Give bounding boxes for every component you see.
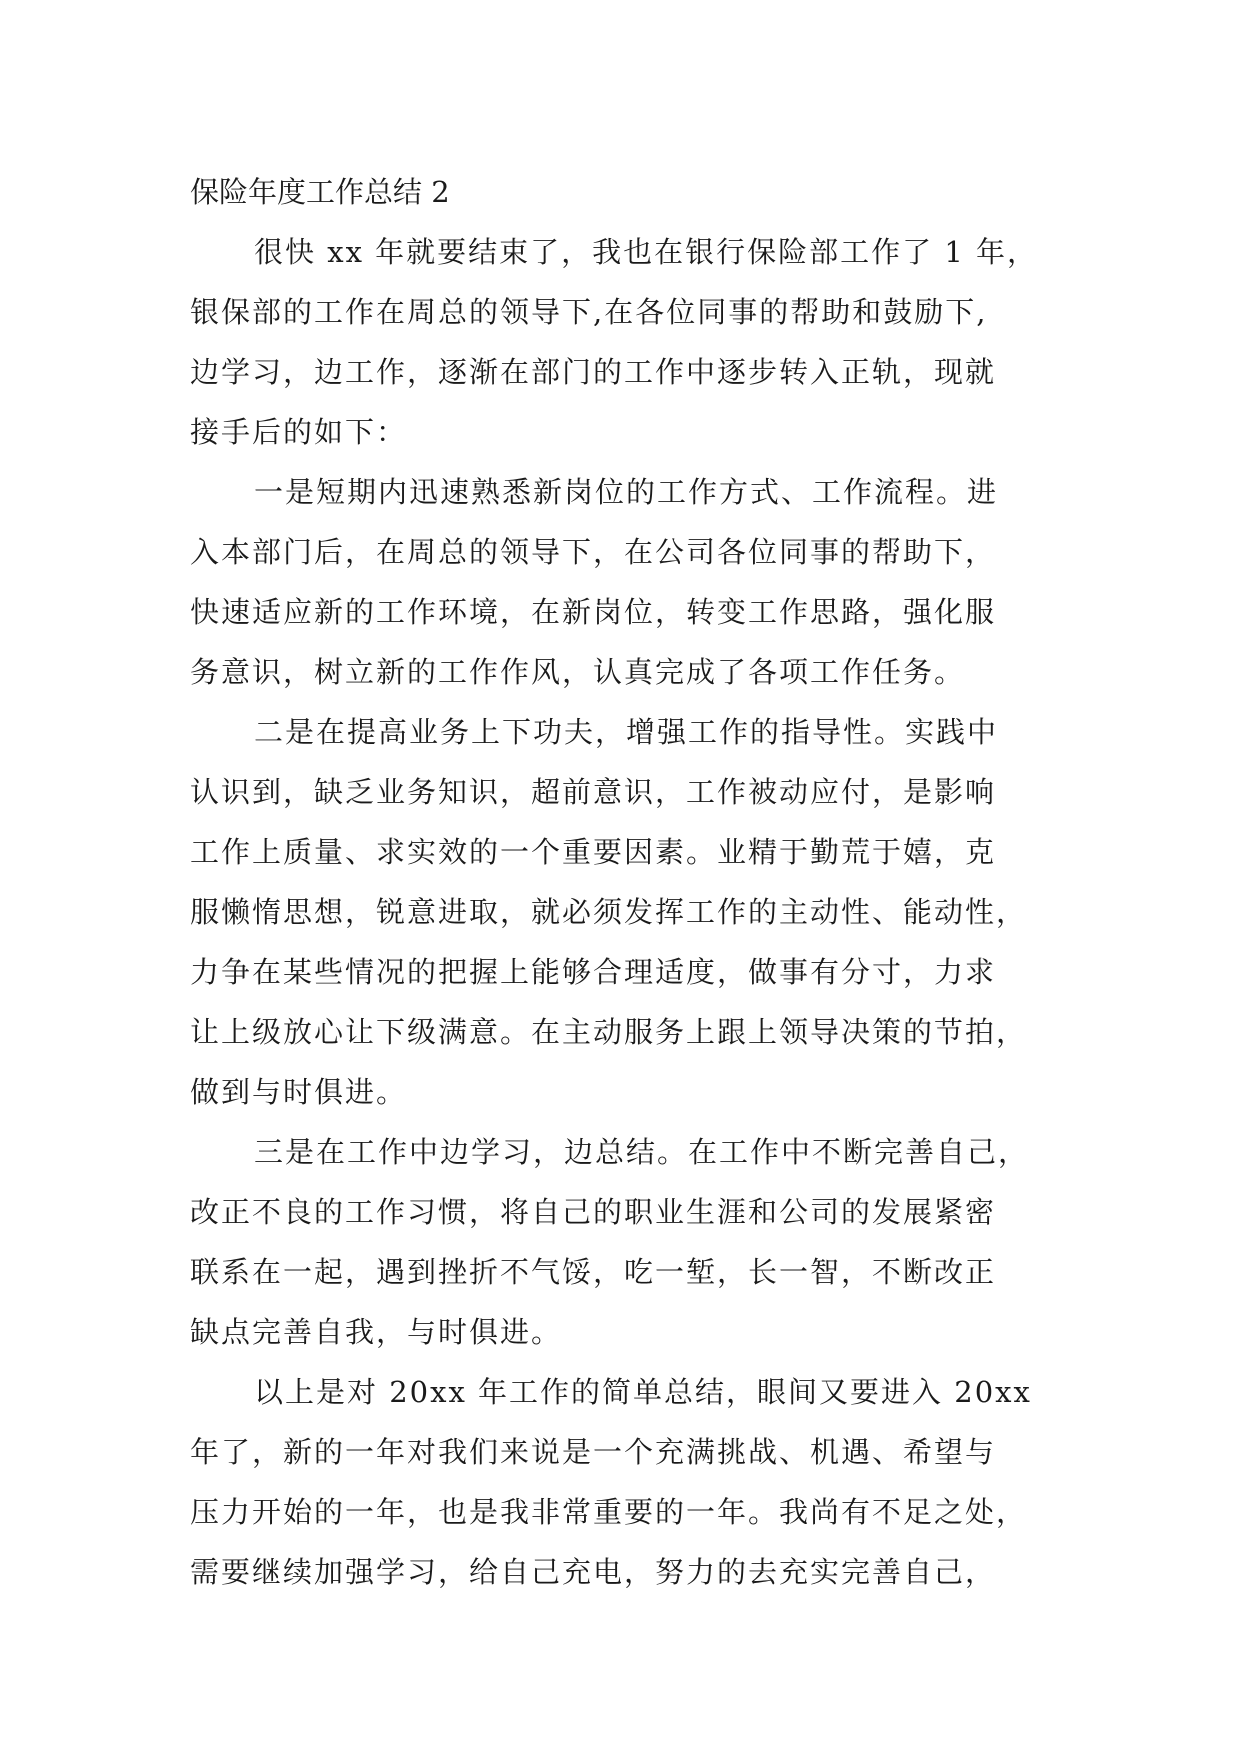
paragraph-line: 一是短期内迅速熟悉新岗位的工作方式、工作流程。进: [254, 475, 999, 509]
paragraph-line: 改正不良的工作习惯，将自己的职业生涯和公司的发展紧密: [190, 1195, 997, 1229]
paragraph-line: 二是在提高业务上下功夫，增强工作的指导性。实践中: [254, 715, 999, 749]
paragraph-line: 入本部门后，在周总的领导下，在公司各位同事的帮助下，: [190, 535, 997, 569]
paragraph-line: 务意识，树立新的工作作风，认真完成了各项工作任务。: [190, 655, 966, 689]
paragraph-line: 做到与时俱进。: [190, 1075, 408, 1109]
paragraph-line: 认识到，缺乏业务知识，超前意识，工作被动应付，是影响: [190, 775, 997, 809]
document-title: 保险年度工作总结 2: [190, 175, 450, 209]
paragraph-line: 边学习，边工作，逐渐在部门的工作中逐步转入正轨，现就: [190, 355, 997, 389]
paragraph-line: 让上级放心让下级满意。在主动服务上跟上领导决策的节拍，: [190, 1015, 1028, 1049]
paragraph-line: 压力开始的一年，也是我非常重要的一年。我尚有不足之处，: [190, 1495, 1028, 1529]
paragraph-line: 三是在工作中边学习，边总结。在工作中不断完善自己，: [254, 1135, 1030, 1169]
paragraph-4: [190, 1122, 1070, 1362]
paragraph-3: [190, 702, 1070, 1122]
paragraph-line: 缺点完善自我，与时俱进。: [190, 1315, 563, 1349]
paragraph-line: 年了，新的一年对我们来说是一个充满挑战、机遇、希望与: [190, 1435, 997, 1469]
paragraph-line: 以上是对 20xx 年工作的简单总结，眼间又要进入 20xx: [254, 1375, 1032, 1409]
paragraph-line: 很快 xx 年就要结束了，我也在银行保险部工作了 1 年，: [254, 235, 1039, 269]
paragraph-line: 力争在某些情况的把握上能够合理适度，做事有分寸，力求: [190, 955, 997, 989]
paragraph-line: 银保部的工作在周总的领导下,在各位同事的帮助和鼓励下,: [190, 295, 988, 329]
paragraph-line: 工作上质量、求实效的一个重要因素。业精于勤荒于嬉，克: [190, 835, 997, 869]
paragraph-line: 联系在一起，遇到挫折不气馁，吃一堑，长一智，不断改正: [190, 1255, 997, 1289]
paragraph-line: 需要继续加强学习，给自己充电，努力的去充实完善自己，: [190, 1555, 997, 1589]
paragraph-line: 快速适应新的工作环境，在新岗位，转变工作思路，强化服: [190, 595, 997, 629]
document-body: [190, 162, 1070, 1602]
paragraph-line: 服懒惰思想，锐意进取，就必须发挥工作的主动性、能动性，: [190, 895, 1028, 929]
paragraph-line: 接手后的如下：: [190, 415, 408, 449]
paragraph-2: [190, 462, 1070, 702]
paragraph-1: [190, 222, 1070, 462]
paragraph-5: [190, 1362, 1070, 1602]
